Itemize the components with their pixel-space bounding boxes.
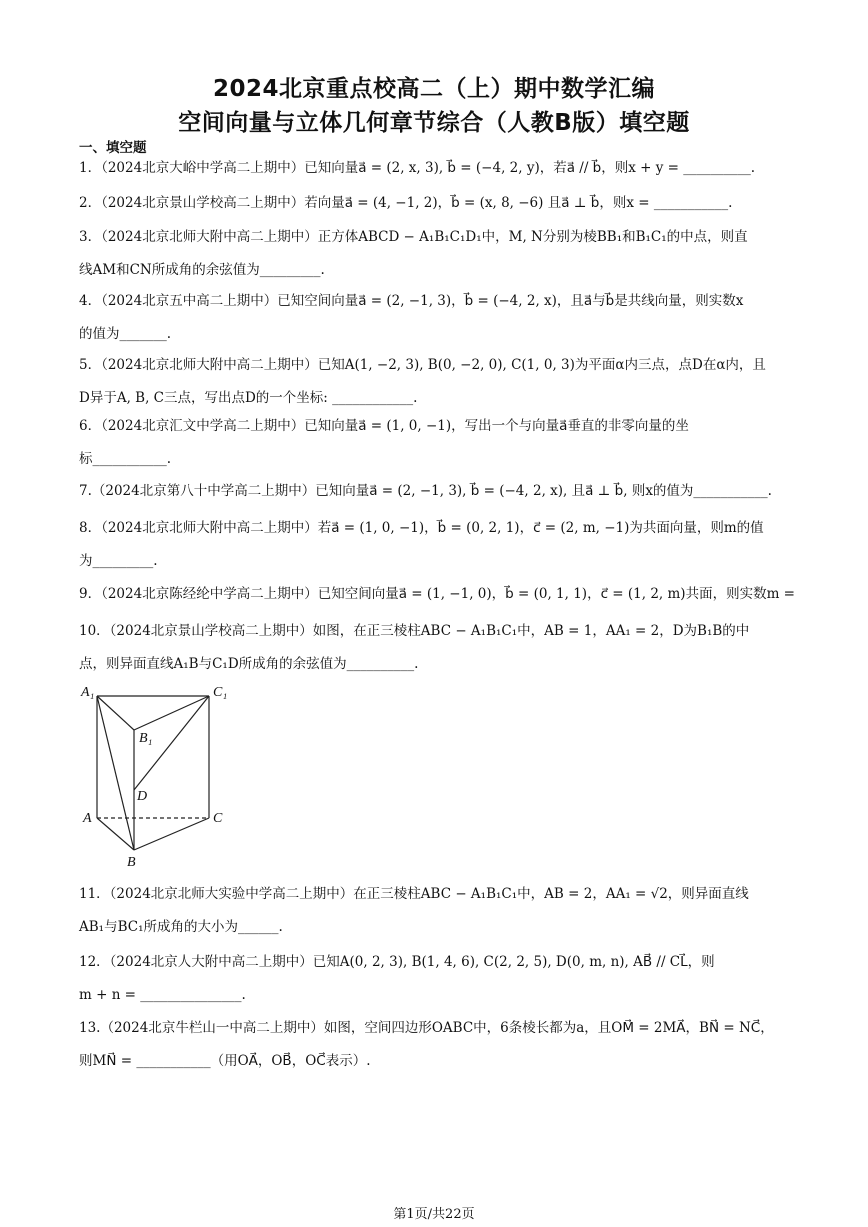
label-b1: B₁ bbox=[139, 731, 153, 746]
edge-bc bbox=[134, 818, 209, 850]
question-line: 10．（2024北京景山学校高二上期中）如图，在正三棱柱ABC − A₁B₁C₁中，AB = 1，AA₁ = 2，D为B₁B的中 bbox=[79, 623, 750, 639]
label-a: A bbox=[83, 811, 92, 826]
label-c1: C₁ bbox=[213, 685, 228, 700]
question-line: 2．（2024北京景山学校高二上期中）若向量a⃗ = (4, −1, 2)，b⃗ = (x, 8, −6) 且a⃗ ⊥ b⃗，则x = ___________. bbox=[79, 195, 733, 211]
question-line: 为_________. bbox=[79, 553, 158, 569]
question-11 bbox=[79, 878, 791, 944]
question-12 bbox=[79, 946, 791, 1012]
question-line: 7.（2024北京第八十中学高二上期中）已知向量a⃗ = (2, −1, 3), b⃗ = (−4, 2, x), 且a⃗ ⊥ b⃗, 则x的值为___________. bbox=[79, 483, 772, 499]
label-d: D bbox=[137, 789, 148, 804]
question-line: m + n = _______________. bbox=[79, 987, 246, 1003]
question-3 bbox=[79, 221, 791, 287]
question-line: 4．（2024北京五中高二上期中）已知空间向量a⃗ = (2, −1, 3)，b⃗ = (−4, 2, x)，且a⃗与b⃗是共线向量，则实数x bbox=[79, 293, 744, 309]
question-10 bbox=[79, 615, 791, 681]
question-line: 1．（2024北京大峪中学高二上期中）已知向量a⃗ = (2, x, 3), b⃗ = (−4, 2, y)，若a⃗ // b⃗，则x + y = __________. bbox=[79, 160, 756, 176]
page-footer: 第1页/共22页 bbox=[393, 1207, 475, 1222]
label-a1: A₁ bbox=[81, 685, 95, 700]
question-6 bbox=[79, 410, 791, 476]
prism-figure bbox=[79, 680, 229, 870]
question-line: 3．（2024北京北师大附中高二上期中）正方体ABCD − A₁B₁C₁D₁中，M, N分别为棱BB₁和B₁C₁的中点，则直 bbox=[79, 229, 748, 245]
question-line: 点，则异面直线A₁B与C₁D所成角的余弦值为__________. bbox=[79, 656, 419, 672]
question-line: 13.（2024北京牛栏山一中高二上期中）如图，空间四边形OABC中，6条棱长都为a，且OM⃗ = 2MA⃗，BN⃗ = NC⃗， bbox=[79, 1020, 774, 1036]
question-line: 9．（2024北京陈经纶中学高二上期中）已知空间向量a⃗ = (1, −1, 0)，b⃗ = (0, 1, 1)，c⃗ = (1, 2, m)共面，则实数m = bbox=[79, 586, 795, 602]
question-line: 标___________. bbox=[79, 451, 172, 467]
question-line: 的值为_______. bbox=[79, 326, 172, 342]
question-line: 线AM和CN所成角的余弦值为_________. bbox=[79, 262, 325, 278]
question-line: D异于A, B, C三点，写出点D的一个坐标: ____________. bbox=[79, 390, 418, 406]
title-line-2: 空间向量与立体几何章节综合（人教B版）填空题 bbox=[178, 110, 690, 136]
section-heading: 一、填空题 bbox=[79, 140, 147, 156]
question-line: 8．（2024北京北师大附中高二上期中）若a⃗ = (1, 0, −1)，b⃗ = (0, 2, 1)，c⃗ = (2, m, −1)为共面向量，则m的值 bbox=[79, 520, 764, 536]
label-b: B bbox=[127, 855, 136, 870]
title-line-1: 2024北京重点校高二（上）期中数学汇编 bbox=[212, 76, 655, 102]
edge-b1c1 bbox=[134, 696, 209, 730]
question-9 bbox=[79, 578, 795, 611]
question-7 bbox=[79, 475, 791, 508]
edge-a1b1 bbox=[97, 696, 134, 730]
question-line: AB₁与BC₁所成角的大小为______. bbox=[79, 919, 283, 935]
question-1 bbox=[79, 152, 791, 185]
question-5 bbox=[79, 349, 791, 415]
question-line: 12．（2024北京人大附中高二上期中）已知A(0, 2, 3), B(1, 4, 6), C(2, 2, 5), D(0, m, n), AB⃗ // CL⃗，则 bbox=[79, 954, 715, 970]
question-13 bbox=[79, 1012, 791, 1078]
question-line: 则MN⃗ = ___________（用OA⃗，OB⃗，OC⃗表示）. bbox=[79, 1053, 371, 1069]
label-c: C bbox=[213, 811, 223, 826]
question-2 bbox=[79, 187, 791, 220]
question-8 bbox=[79, 512, 791, 578]
question-line: 5．（2024北京北师大附中高二上期中）已知A(1, −2, 3), B(0, −2, 0), C(1, 0, 3)为平面α内三点，点D在α内，且 bbox=[79, 357, 766, 373]
segment-a1b bbox=[97, 696, 134, 850]
question-4 bbox=[79, 285, 791, 351]
question-line: 6．（2024北京汇文中学高二上期中）已知向量a⃗ = (1, 0, −1)，写出一个与向量a⃗垂直的非零向量的坐 bbox=[79, 418, 689, 434]
question-line: 11．（2024北京北师大实验中学高二上期中）在正三棱柱ABC − A₁B₁C₁中，AB = 2，AA₁ = √2，则异面直线 bbox=[79, 886, 749, 902]
edge-ab bbox=[97, 818, 134, 850]
